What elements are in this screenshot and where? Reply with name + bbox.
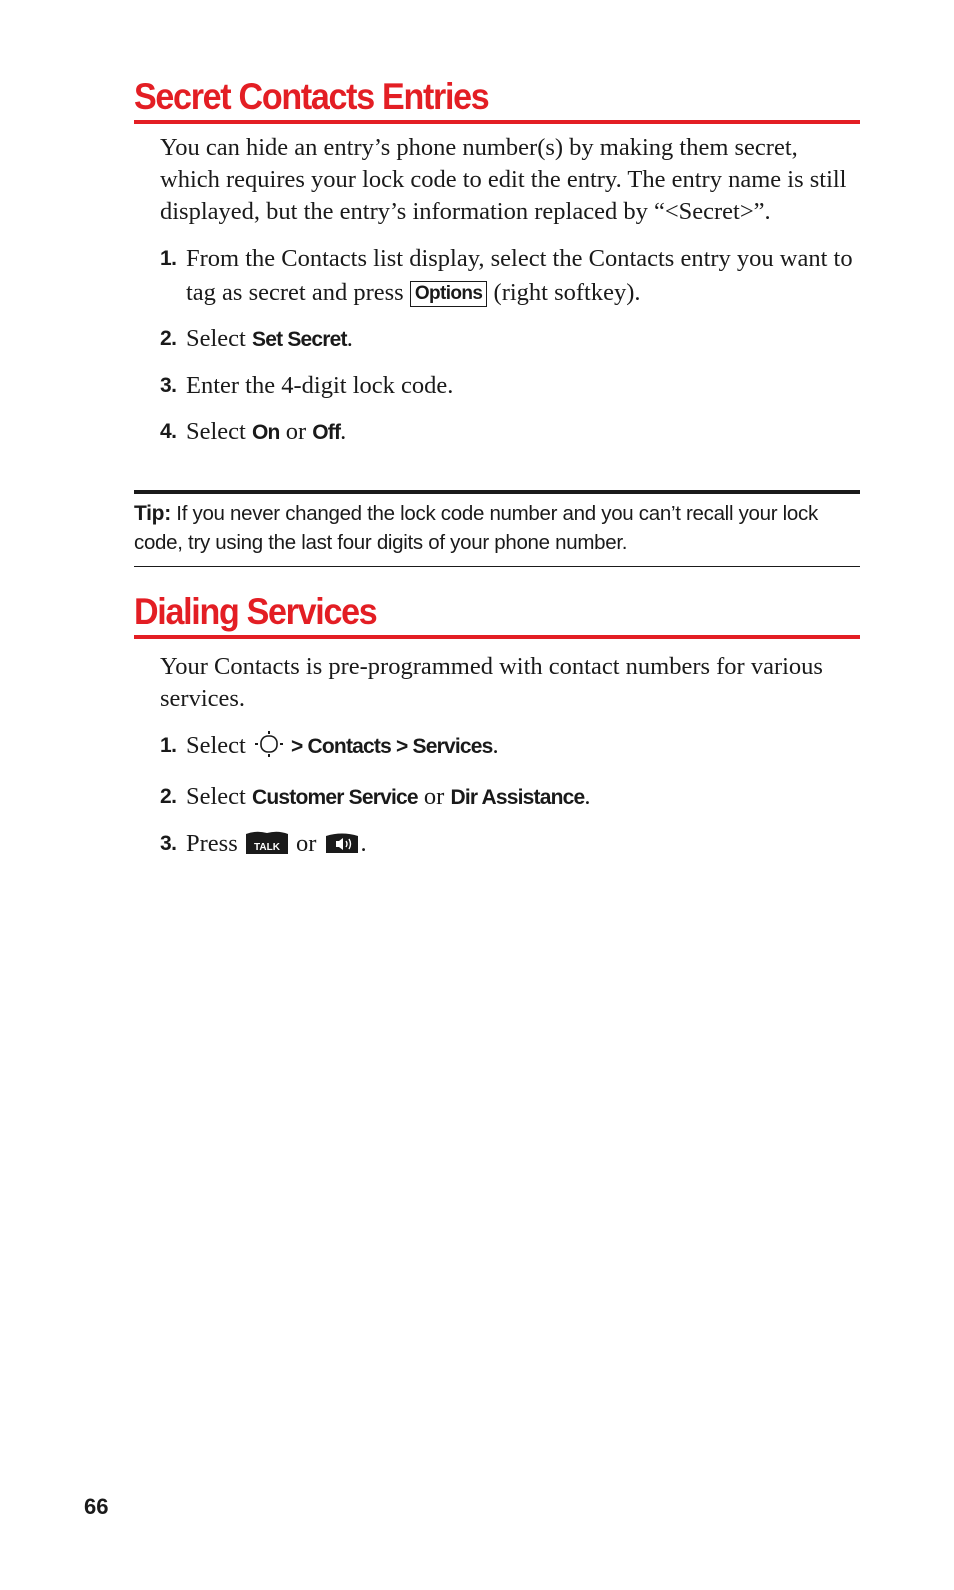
step-1 [160, 729, 860, 768]
section-intro [160, 651, 860, 715]
step-text-mid: or [289, 830, 323, 857]
menu-path-contacts-services: > Contacts > Services [286, 735, 493, 758]
step-4 [160, 415, 860, 450]
step-text: Select [186, 732, 252, 759]
step-3 [160, 827, 860, 866]
steps-list [160, 729, 860, 866]
menu-option-off: Off [312, 421, 341, 444]
step-text-end: . [492, 732, 499, 759]
section-title: Secret Contacts Entries [134, 76, 489, 117]
intro-paragraph: Your Contacts is pre-programmed with contact numbers for various services. [160, 653, 823, 712]
step-text: From the Contacts list display, select the Contacts entry you want to tag as secret and press [186, 245, 853, 306]
intro-paragraph: You can hide an entry’s phone number(s) by making them secret, which requires your lock code to edit the entry. The entry name is still displayed, but the entry’s information replaced by “<Secret>”. [160, 134, 847, 225]
options-softkey: Options [410, 281, 488, 307]
step-number: 3. [160, 832, 177, 855]
steps-list [160, 242, 860, 450]
talk-key-label: TALK [253, 842, 280, 853]
step-number: 4. [160, 420, 177, 443]
title-rule [134, 635, 860, 639]
section-secret-contacts [134, 74, 860, 462]
step-text-end: . [340, 418, 347, 445]
step-text: Select [186, 418, 252, 445]
step-2 [160, 322, 860, 357]
speaker-key-icon [323, 830, 361, 866]
step-text-end: (right softkey). [487, 279, 641, 306]
step-text: Press [186, 830, 244, 857]
step-number: 1. [160, 247, 177, 270]
step-text: Enter the 4-digit lock code. [186, 372, 454, 399]
menu-option-set-secret: Set Secret [252, 328, 347, 351]
step-number: 3. [160, 374, 177, 397]
tip-label: Tip: [134, 502, 171, 525]
step-text: Select [186, 325, 252, 352]
talk-key-icon [244, 828, 290, 866]
step-2 [160, 780, 860, 815]
menu-option-customer-service: Customer Service [252, 786, 418, 809]
menu-option-dir-assistance: Dir Assistance [450, 786, 585, 809]
menu-option-on: On [252, 421, 280, 444]
step-number: 2. [160, 785, 177, 808]
step-text-end: . [360, 830, 367, 857]
menu-key-icon [252, 730, 286, 768]
section-intro [160, 132, 860, 228]
section-dialing-services [134, 589, 860, 878]
step-text: Select [186, 783, 252, 810]
step-text-end: . [346, 325, 353, 352]
section-title: Dialing Services [134, 591, 377, 632]
step-text-mid: or [279, 418, 313, 445]
step-number: 2. [160, 327, 177, 350]
tip-text: If you never changed the lock code number and you can’t recall your lock code, try using the last four digits of your phone number. [134, 502, 818, 554]
step-1 [160, 242, 860, 310]
page-number: 66 [84, 1494, 109, 1519]
step-3 [160, 369, 860, 403]
title-rule [134, 120, 860, 124]
tip-box [134, 490, 860, 567]
step-text-mid: or [417, 783, 451, 810]
step-text-end: . [584, 783, 591, 810]
step-number: 1. [160, 734, 177, 757]
